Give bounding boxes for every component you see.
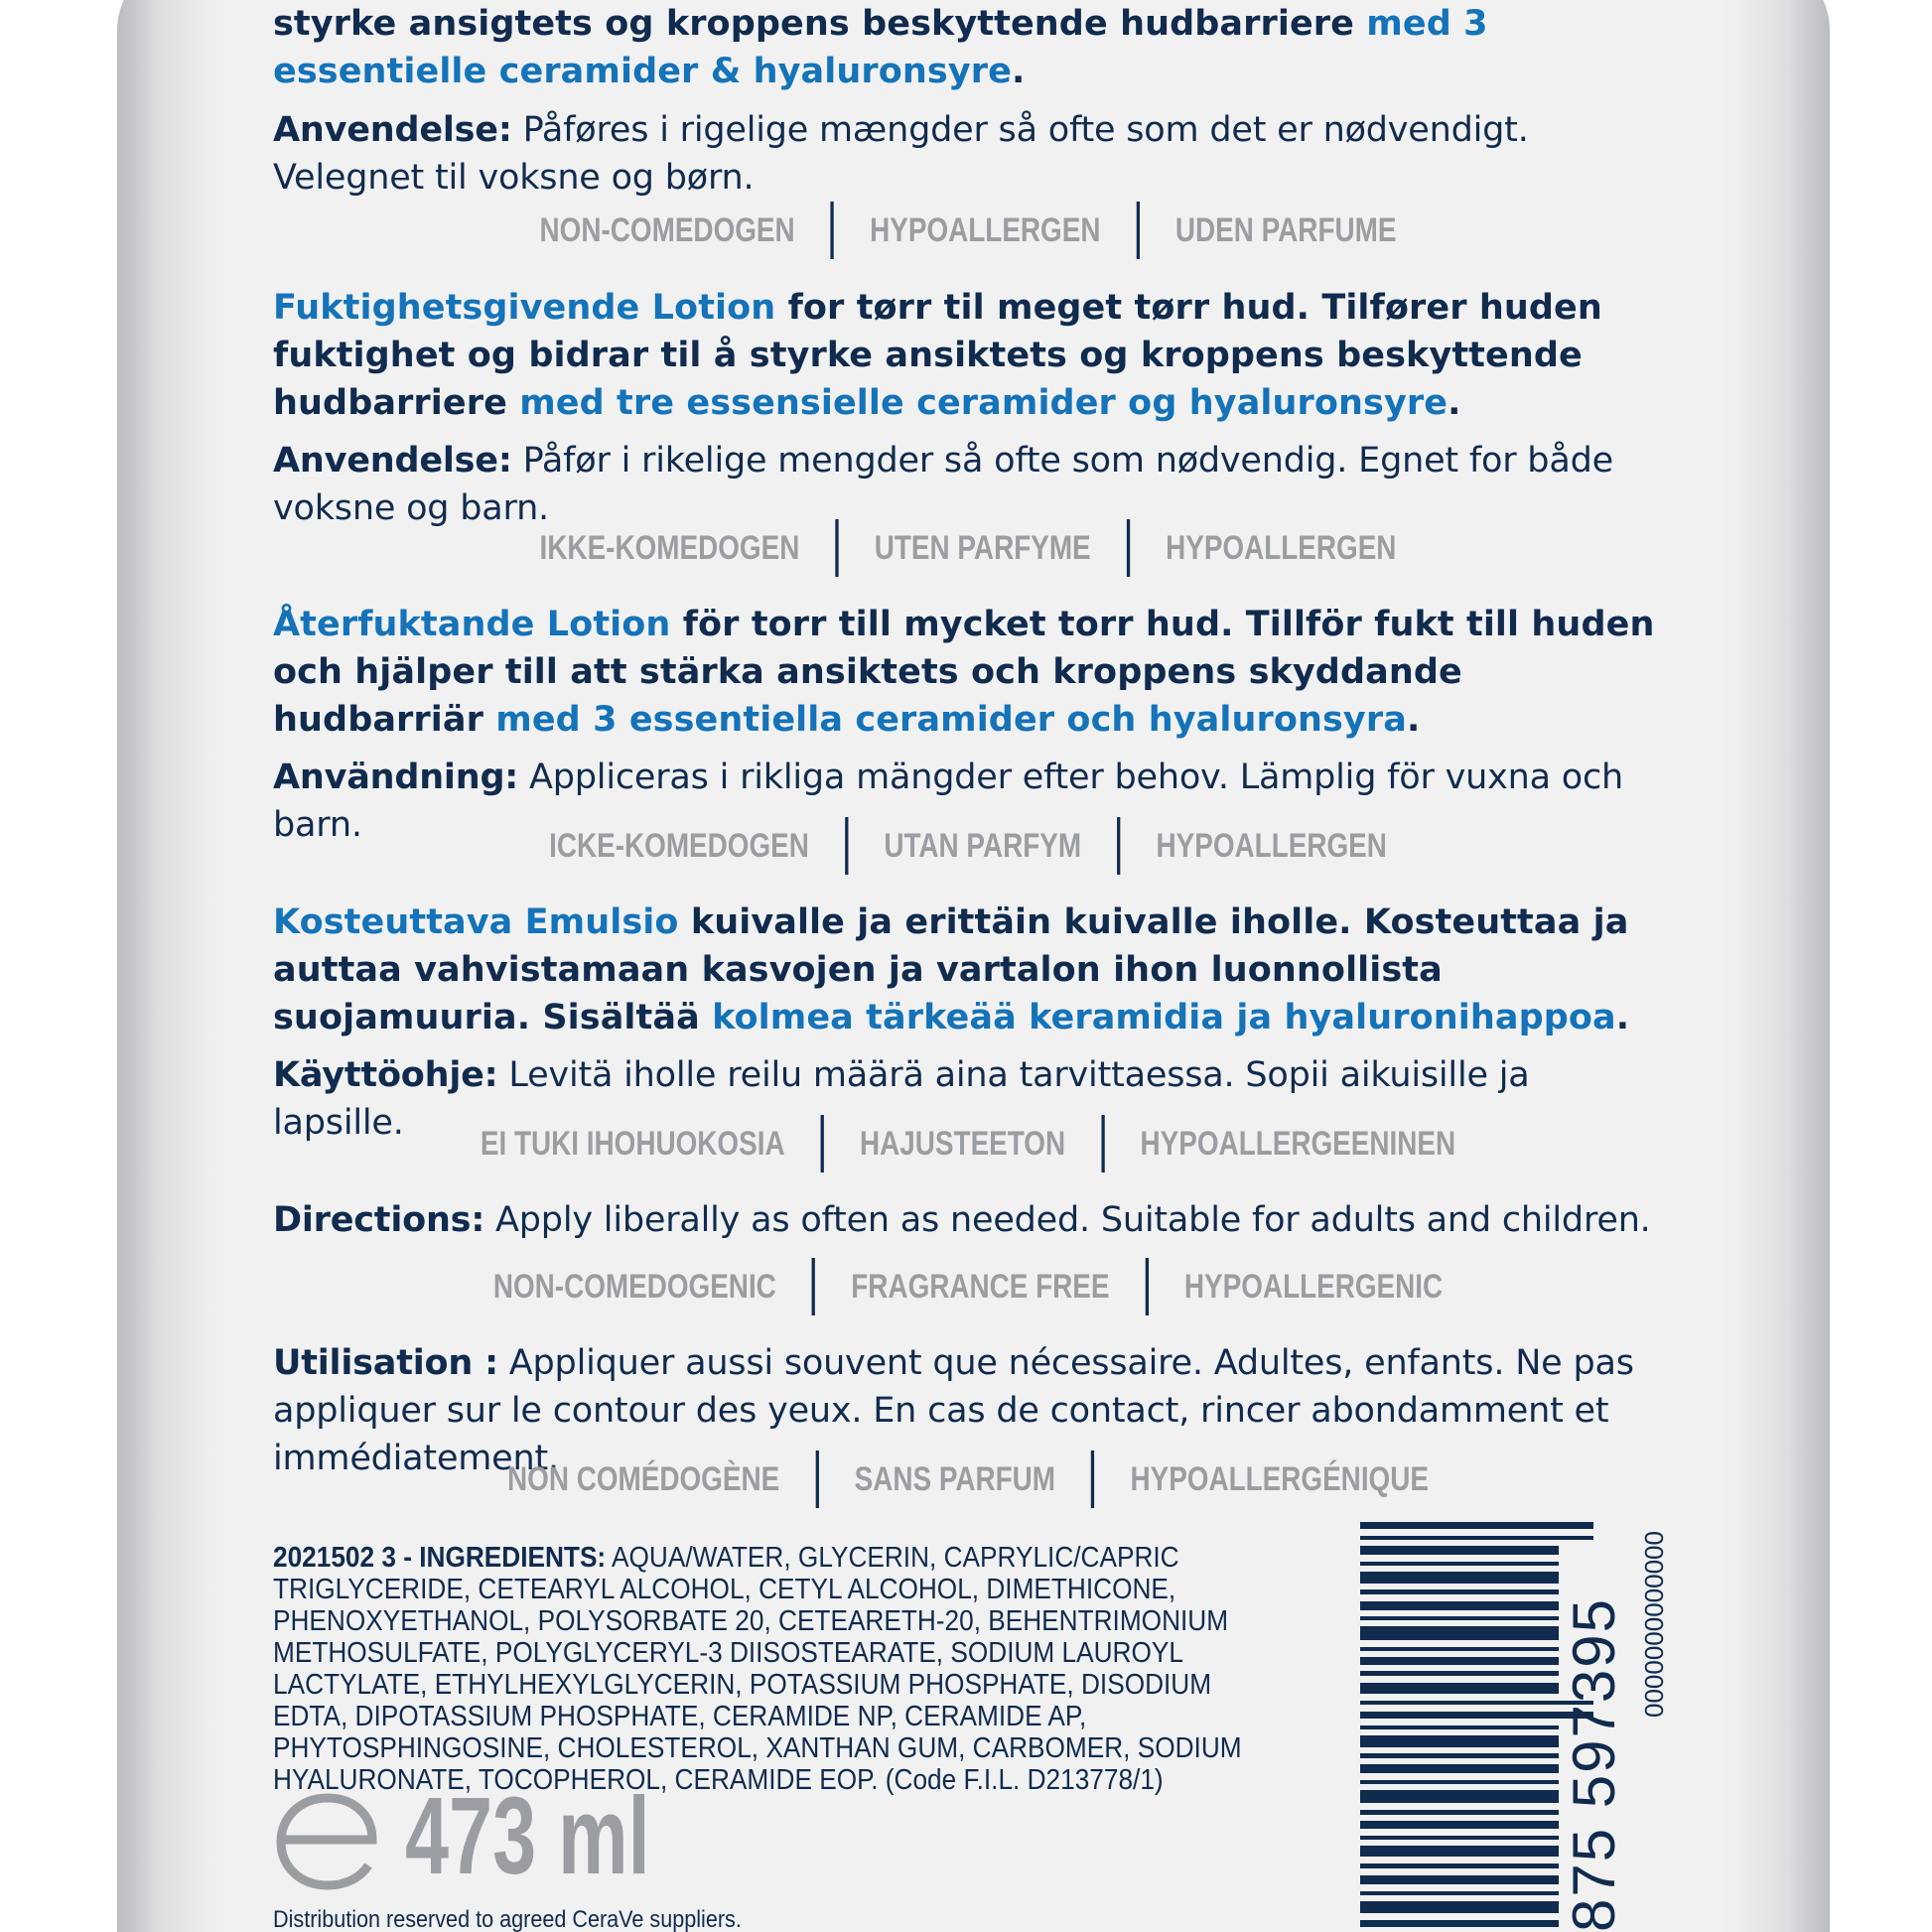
swedish-use-text: Appliceras i rikliga mängder efter behov. Lämplig för vuxna och barn. bbox=[273, 758, 1624, 845]
norwegian-desc-end: . bbox=[1448, 383, 1461, 423]
norwegian-desc-highlight: med tre essensielle ceramider og hyaluronsyre bbox=[519, 383, 1449, 423]
e-mark-icon bbox=[273, 1792, 382, 1891]
claim-item: FRAGRANCE FREE bbox=[851, 1267, 1110, 1306]
danish-desc-end: . bbox=[1011, 52, 1026, 91]
finnish-use-label: Käyttöohje: bbox=[273, 1055, 498, 1095]
volume-text: 473 ml bbox=[405, 1775, 650, 1897]
swedish-claims bbox=[398, 817, 1538, 875]
swedish-desc-highlight: med 3 essentiella ceramider och hyaluronsyra bbox=[495, 700, 1407, 740]
claim-item: SANS PARFUM bbox=[854, 1459, 1056, 1498]
danish-use-label: Anvendelse: bbox=[273, 110, 512, 150]
claim-item: NON COMÉDOGÈNE bbox=[507, 1459, 780, 1498]
danish-use-text: Påføres i rigelige mængder så ofte som det er nødvendigt. Velegnet til voksne og børn. bbox=[273, 110, 1529, 198]
swedish-product-name: Återfuktande Lotion bbox=[273, 605, 671, 644]
danish-directions bbox=[273, 106, 1663, 202]
finnish-desc-text: kuivalle ja erittäin kuivalle iholle. Kosteuttaa ja auttaa vahvistamaan kasvojen ja vartalon ihon luonnollista suojamuuria. Sisältää bbox=[273, 902, 1629, 1037]
claim-item: HYPOALLERGÉNIQUE bbox=[1130, 1459, 1429, 1498]
finnish-desc-highlight: kolmea tärkeää keramidia ja hyaluronihappoa bbox=[712, 998, 1616, 1037]
claim-item: UTAN PARFYM bbox=[884, 826, 1082, 865]
norwegian-directions bbox=[273, 437, 1663, 532]
french-use-label: Utilisation : bbox=[273, 1343, 498, 1383]
finnish-use-text: Levitä iholle reilu määrä aina tarvittaessa. Sopii aikuisille ja lapsille. bbox=[273, 1055, 1530, 1143]
danish-description bbox=[273, 0, 1663, 95]
claim-item: HAJUSTEETON bbox=[860, 1124, 1066, 1163]
barcode-number: 875 597395 bbox=[1561, 1597, 1627, 1932]
english-directions bbox=[273, 1196, 1663, 1244]
french-claims bbox=[398, 1450, 1538, 1508]
distribution-note: Distribution reserved to agreed CeraVe suppliers. bbox=[273, 1906, 742, 1932]
finnish-desc-end: . bbox=[1615, 998, 1630, 1037]
english-use-label: Directions: bbox=[273, 1200, 485, 1240]
claim-item: NON-COMEDOGENIC bbox=[492, 1267, 776, 1306]
norwegian-product-name: Fuktighetsgivende Lotion bbox=[273, 288, 776, 328]
finnish-description bbox=[273, 898, 1663, 1041]
barcode-zeros: 0000000000000 bbox=[1639, 1531, 1669, 1718]
ingredients-list bbox=[273, 1542, 1260, 1796]
norwegian-desc-text: for tørr til meget tørr hud. Tilfører huden fuktighet og bidrar til å styrke ansiktets og kroppens beskyttende hudbarriere bbox=[273, 288, 1602, 423]
claim-item: ICKE-KOMEDOGEN bbox=[549, 826, 809, 865]
finnish-claims bbox=[398, 1115, 1538, 1173]
norwegian-use-text: Påfør i rikelige mengder så ofte som nødvendig. Egnet for både voksne og barn. bbox=[273, 441, 1613, 528]
claim-item: HYPOALLERGEN bbox=[870, 210, 1101, 249]
claim-item: UDEN PARFUME bbox=[1174, 210, 1397, 249]
danish-desc-highlight: med 3 essentielle ceramider & hyaluronsyre bbox=[273, 4, 1488, 91]
swedish-description bbox=[273, 601, 1663, 744]
norwegian-claims bbox=[398, 519, 1538, 577]
norwegian-use-label: Anvendelse: bbox=[273, 441, 512, 481]
english-claims bbox=[398, 1258, 1538, 1315]
claim-item: IKKE-KOMEDOGEN bbox=[539, 528, 800, 567]
french-use-text: Appliquer aussi souvent que nécessaire. Adultes, enfants. Ne pas appliquer sur le contour des yeux. En cas de contact, rincer abondamment et immédiatement. bbox=[273, 1343, 1634, 1478]
finnish-product-name: Kosteuttava Emulsio bbox=[273, 902, 679, 942]
norwegian-description bbox=[273, 284, 1663, 427]
barcode-icon bbox=[1360, 1522, 1593, 1932]
claim-item: HYPOALLERGEN bbox=[1156, 826, 1387, 865]
claim-item: HYPOALLERGEENINEN bbox=[1140, 1124, 1456, 1163]
ingredients-label: 2021502 3 - INGREDIENTS: bbox=[273, 1542, 607, 1574]
swedish-desc-text: för torr till mycket torr hud. Tillför fukt till huden och hjälper till att stärka ansiktets och kroppens skyddande hudbarriär bbox=[273, 605, 1655, 740]
swedish-use-label: Användning: bbox=[273, 758, 519, 797]
claim-item: NON-COMEDOGEN bbox=[539, 210, 795, 249]
swedish-desc-end: . bbox=[1406, 700, 1421, 740]
danish-claims bbox=[398, 202, 1538, 259]
claim-item: HYPOALLERGEN bbox=[1166, 528, 1397, 567]
ingredients-text: AQUA/WATER, GLYCERIN, CAPRYLIC/CAPRIC TRIGLYCERIDE, CETEARYL ALCOHOL, CETYL ALCOHOL, DIMETHICONE, PHENOXYETHANOL, POLYSORBATE 20, CETEARETH-20, BEHENTRIMONIUM METHOSULFATE, POLYGLYCERYL-3 DIISOSTEARATE, SODIUM LAUROYL LACTYLATE, ETHYLHEXYLGLYCERIN, POTASSIUM PHOSPHATE, DISODIUM EDTA, DIPOTASSIUM PHOSPHATE, CERAMIDE NP, CERAMIDE AP, PHYTOSPHINGOSINE, CHOLESTEROL, XANTHAN GUM, CARBOMER, SODIUM HYALURONATE, TOCOPHEROL, CERAMIDE EOP. (Code F.I.L. D213778/1) bbox=[273, 1542, 1242, 1796]
danish-desc-text: styrke ansigtets og kroppens beskyttende hudbarriere bbox=[273, 4, 1367, 44]
claim-item: HYPOALLERGENIC bbox=[1183, 1267, 1444, 1306]
claim-item: UTEN PARFYME bbox=[874, 528, 1091, 567]
english-use-text: Apply liberally as often as needed. Suitable for adults and children. bbox=[484, 1200, 1651, 1240]
claim-item: EI TUKI IHOHUOKOSIA bbox=[480, 1124, 785, 1163]
